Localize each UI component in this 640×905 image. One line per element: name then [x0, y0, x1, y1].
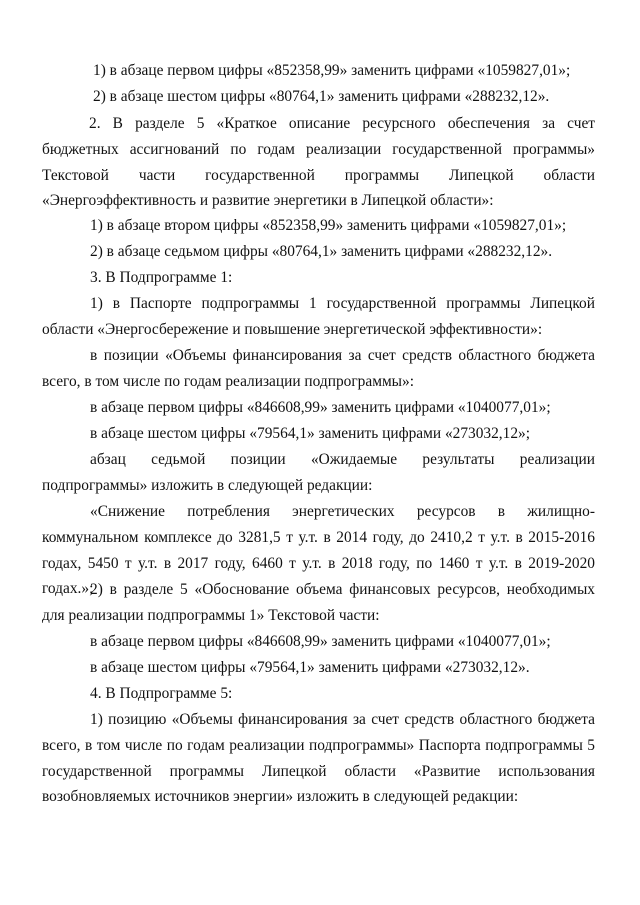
- paragraph-5: 2) в абзаце седьмом цифры «80764,1» заменить цифрами «288232,12».: [90, 243, 553, 260]
- paragraph-3: 2. В разделе 5 «Краткое описание ресурсного обеспечения за счет бюджетных ассигнований по годам реализации государственной программы» Текстовой части государственной программы Липецкой области «Энергоэффективность и развитие энергетики в Липецкой области»:: [42, 115, 595, 210]
- paragraph-8: в позиции «Объемы финансирования за счет средств областного бюджета всего, в том числе по годам реализации подпрограммы»:: [42, 347, 595, 390]
- paragraph-6: 3. В Подпрограмме 1:: [90, 269, 233, 286]
- paragraph-7: 1) в Паспорте подпрограммы 1 государственной программы Липецкой области «Энергосбережение и повышение энергетической эффективности»:: [42, 295, 595, 338]
- paragraph-15: в абзаце шестом цифры «79564,1» заменить цифрами «273032,12».: [90, 659, 530, 676]
- paragraph-4: 1) в абзаце втором цифры «852358,99» заменить цифрами «1059827,01»;: [90, 217, 567, 234]
- paragraph-11: абзац седьмой позиции «Ожидаемые результаты реализации подпрограммы» изложить в следующей редакции:: [42, 451, 595, 494]
- paragraph-1: 1) в абзаце первом цифры «852358,99» заменить цифрами «1059827,01»;: [93, 62, 571, 79]
- paragraph-17: 1) позицию «Объемы финансирования за счет средств областного бюджета всего, в том числе по годам реализации подпрограммы» Паспорта подпрограммы 5 государственной программы Липецкой области «Развитие использования возобновляемых источников энергии» изложить в следующей редакции:: [42, 711, 595, 806]
- paragraph-2: 2) в абзаце шестом цифры «80764,1» заменить цифрами «288232,12».: [93, 88, 550, 105]
- paragraph-12: «Снижение потребления энергетических ресурсов в жилищно-коммунальном комплексе до 3281,5 т у.т. в 2014 году, до 2410,2 т у.т. в 2015-2016 годах, 5450 т у.т. в 2017 году, 6460 т у.т. в 2018 году, по 1460 т у.т. в 2019-2020 годах.»;: [42, 503, 595, 598]
- paragraph-14: в абзаце первом цифры «846608,99» заменить цифрами «1040077,01»;: [90, 633, 551, 650]
- paragraph-16: 4. В Подпрограмме 5:: [90, 685, 233, 702]
- paragraph-10: в абзаце шестом цифры «79564,1» заменить цифрами «273032,12»;: [90, 425, 531, 442]
- paragraph-9: в абзаце первом цифры «846608,99» заменить цифрами «1040077,01»;: [90, 399, 551, 416]
- paragraph-13: 2) в разделе 5 «Обоснование объема финансовых ресурсов, необходимых для реализации подпрограммы 1» Текстовой части:: [42, 581, 595, 624]
